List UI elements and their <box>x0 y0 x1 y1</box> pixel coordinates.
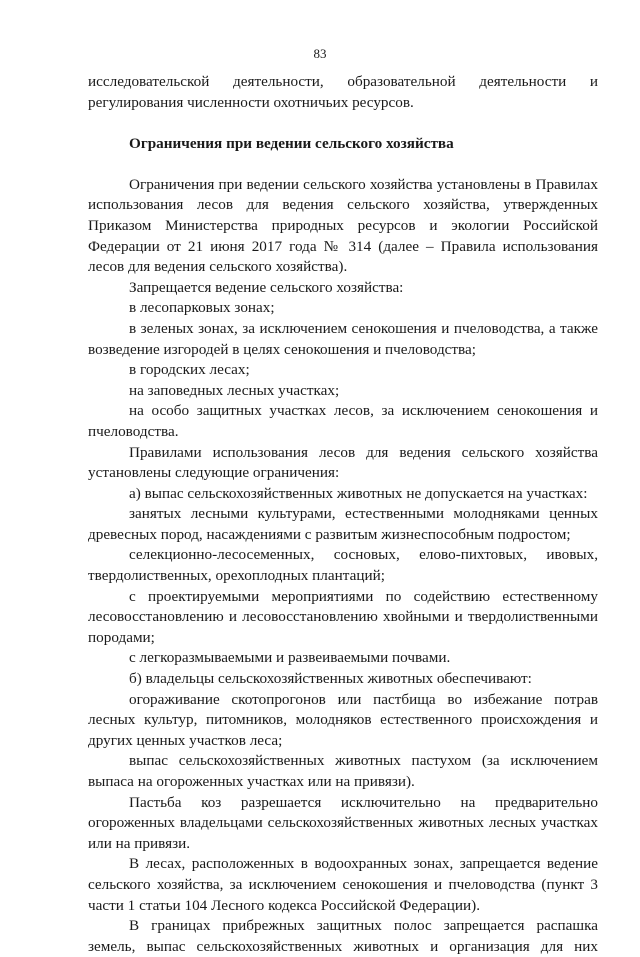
list-item: занятых лесными культурами, естественными молодняками ценных древесных пород, насаждениями с развитым жизнеспособным подростом; <box>88 505 598 543</box>
document-body <box>88 72 598 957</box>
list-item: в лесопарковых зонах; <box>129 299 275 317</box>
paragraph-rules-lead: Правилами использования лесов для ведения сельского хозяйства установлены следующие ограничения: <box>88 443 598 482</box>
list-item: с легкоразмываемыми и развеиваемыми почвами. <box>129 649 451 667</box>
list-item: на особо защитных участках лесов, за исключением сенокошения и пчеловодства. <box>88 402 598 440</box>
page-number: 83 <box>313 46 327 61</box>
list-item: в городских лесах; <box>129 361 250 379</box>
paragraph-prohibition-lead: Запрещается ведение сельского хозяйства: <box>129 278 404 296</box>
paragraph-continuation: исследовательской деятельности, образовательной деятельности и регулирования численности охотничьих ресурсов. <box>88 73 598 111</box>
paragraph-water-protection: В лесах, расположенных в водоохранных зонах, запрещается ведение сельского хозяйства, за исключением сенокошения и пчеловодства (пункт 3 части 1 статьи 104 Лесного кодекса Российской Федерации). <box>88 855 598 914</box>
list-item-a: а) выпас сельскохозяйственных животных не допускается на участках: <box>129 484 588 502</box>
list-item: выпас сельскохозяйственных животных пастухом (за исключением выпаса на огороженных участках или на привязи). <box>88 752 598 790</box>
paragraph-intro: Ограничения при ведении сельского хозяйства установлены в Правилах использования лесов для ведения сельского хозяйства, утвержденных Приказом Министерства природных ресурсов и экологии Российской Федерации от 21 июня 2017 года № 314 (далее – Правила использования лесов для ведения сельского хозяйства). <box>88 175 598 276</box>
list-item: в зеленых зонах, за исключением сенокошения и пчеловодства, а также возведение изгородей в целях сенокошения и пчеловодства; <box>88 319 598 358</box>
section-heading: Ограничения при ведении сельского хозяйства <box>129 135 454 153</box>
list-item: селекционно-лесосеменных, сосновых, елово-пихтовых, ивовых, твердолиственных, орехоплодных плантаций; <box>88 546 598 585</box>
list-item: с проектируемыми мероприятиями по содействию естественному лесовосстановлению и лесовосстановлению хвойными и твердолиственными породами; <box>88 587 598 646</box>
list-item: огораживание скотопрогонов или пастбища во избежание потрав лесных культур, питомников, молодняков естественного происхождения и других ценных участков леса; <box>88 690 598 749</box>
paragraph-coastal-strip: В границах прибрежных защитных полос запрещается распашка земель, выпас сельскохозяйственных животных и организация для них <box>88 917 598 955</box>
list-item-b: б) владельцы сельскохозяйственных животных обеспечивают: <box>129 670 532 688</box>
paragraph-goats: Пастьба коз разрешается исключительно на предварительно огороженных владельцами сельскохозяйственных животных лесных участках или на привязи. <box>88 793 598 852</box>
list-item: на заповедных лесных участках; <box>129 381 340 399</box>
